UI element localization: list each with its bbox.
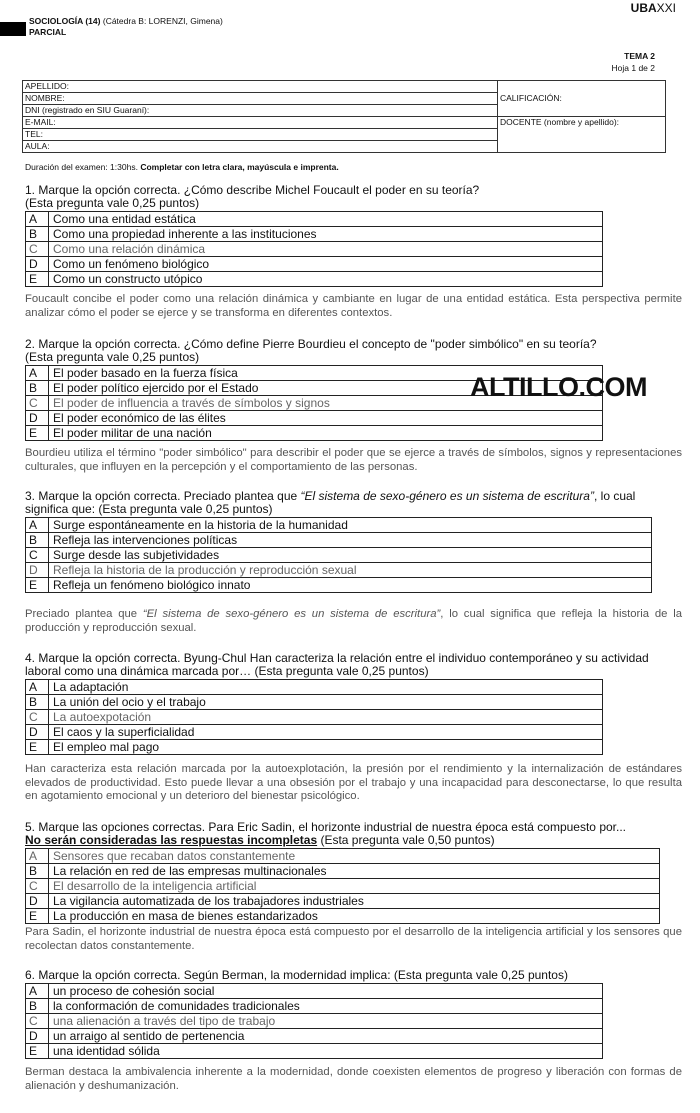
option-letter: A (26, 984, 49, 999)
option-letter: A (26, 212, 49, 227)
question-points: (Esta pregunta vale 0,25 puntos) (25, 350, 200, 364)
option-row[interactable] (26, 1029, 603, 1044)
student-form (22, 80, 666, 153)
option-text: La unión del ocio y el trabajo (49, 695, 603, 710)
brand-sub: XXI (656, 1, 676, 15)
question-points: significa que: (Esta pregunta vale 0,25 puntos) (25, 502, 273, 516)
option-row[interactable] (26, 518, 652, 533)
explanation-quote: “El sistema de sexo-género es un sistema de escritura” (142, 608, 441, 620)
option-letter: E (26, 1044, 49, 1059)
option-letter: B (26, 533, 49, 548)
question-text: 5. Marque las opciones correctas. Para Eric Sadin, el horizonte industrial de nuestra época está compuesto por... (25, 820, 626, 834)
option-row-correct[interactable] (26, 849, 660, 864)
explanation-q6: Berman destaca la ambivalencia inherente a la modernidad, donde coexisten elementos de progreso y liberación con formas de alienación y deshumanización. (25, 1066, 682, 1092)
catedra: (Cátedra B: LORENZI, Gimena) (102, 16, 223, 26)
field-tel[interactable]: TEL: (23, 129, 498, 141)
explanation-q2: Bourdieu utiliza el término "poder simbólico" para describir el poder que se ejerce a través de símbolos, signos y representaciones culturales, que influyen en la percepción y el comportamiento de las personas. (25, 447, 682, 473)
exam-type: PARCIAL (29, 27, 67, 37)
option-row[interactable] (26, 909, 660, 924)
option-text: un proceso de cohesión social (49, 984, 603, 999)
option-row[interactable] (26, 999, 603, 1014)
option-letter: A (26, 366, 49, 381)
option-row[interactable] (26, 212, 603, 227)
option-letter: D (26, 257, 49, 272)
option-text: una identidad sólida (49, 1044, 603, 1059)
option-row[interactable] (26, 864, 660, 879)
option-letter: C (26, 548, 49, 563)
option-letter: C (26, 242, 49, 257)
option-letter: C (26, 879, 49, 894)
option-letter: D (26, 894, 49, 909)
option-row[interactable] (26, 411, 603, 426)
option-letter: B (26, 695, 49, 710)
option-letter: E (26, 909, 49, 924)
field-nombre[interactable]: NOMBRE: (23, 93, 498, 105)
option-text: Como una propiedad inherente a las instituciones (49, 227, 603, 242)
option-row[interactable] (26, 227, 603, 242)
option-row[interactable] (26, 695, 603, 710)
option-row[interactable] (26, 740, 603, 755)
option-text: Refleja un fenómeno biológico innato (49, 578, 652, 593)
option-row-correct[interactable] (26, 879, 660, 894)
altillo-watermark: ALTILLO.COM (470, 372, 647, 402)
option-row-correct[interactable] (26, 563, 652, 578)
question-quote: “El sistema de sexo-género es un sistema de escritura” (300, 489, 594, 503)
question-text: 4. Marque la opción correcta. Byung-Chul Han caracteriza la relación entre el individuo contemporáneo y su actividad (25, 651, 649, 665)
option-text: una alienación a través del tipo de trabajo (49, 1014, 603, 1029)
field-apellido[interactable]: APELLIDO: (23, 81, 498, 93)
duration-instructions: Completar con letra clara, mayúscula e imprenta. (140, 162, 339, 172)
option-letter: D (26, 1029, 49, 1044)
option-row-correct[interactable] (26, 242, 603, 257)
option-text: El empleo mal pago (49, 740, 603, 755)
option-text: El poder militar de una nación (49, 426, 603, 441)
explanation-q5: Para Sadin, el horizonte industrial de nuestra época está compuesto por el desarrollo de la inteligencia artificial y los sensores que recolectan datos constantemente. (25, 926, 682, 952)
option-text: El poder de influencia a través de símbolos y signos (49, 396, 603, 411)
question-1 (25, 184, 479, 210)
option-text: El caos y la superficialidad (49, 725, 603, 740)
options-q1 (25, 211, 603, 287)
options-q5 (25, 848, 660, 924)
tema-label: TEMA 2 (624, 51, 655, 61)
black-bar (0, 22, 26, 36)
option-text: La relación en red de las empresas multinacionales (49, 864, 660, 879)
option-text: Refleja la historia de la producción y reproducción sexual (49, 563, 652, 578)
explanation-text-suffix: , lo cual significa que refleja la historia de la producción y reproducción sexual. (25, 608, 682, 634)
option-text: El poder basado en la fuerza física (49, 366, 603, 381)
explanation-text: Preciado plantea que (25, 608, 143, 620)
field-dni[interactable]: DNI (registrado en SIU Guaraní): (23, 105, 498, 117)
option-row[interactable] (26, 984, 603, 999)
option-letter: D (26, 563, 49, 578)
brand-main: UBA (630, 1, 657, 15)
option-row[interactable] (26, 680, 603, 695)
question-text: 2. Marque la opción correcta. ¿Cómo define Pierre Bourdieu el concepto de "poder simbólico" en su teoría? (25, 337, 597, 351)
option-letter: B (26, 381, 49, 396)
option-text: La adaptación (49, 680, 603, 695)
option-letter: E (26, 272, 49, 287)
option-text: El poder económico de las élites (49, 411, 603, 426)
option-letter: D (26, 411, 49, 426)
option-text: La producción en masa de bienes estandarizados (49, 909, 660, 924)
option-row-correct[interactable] (26, 710, 603, 725)
explanation-q3 (25, 608, 682, 635)
option-letter: C (26, 710, 49, 725)
options-q6 (25, 983, 603, 1059)
option-letter: A (26, 849, 49, 864)
option-text: Sensores que recaban datos constantemente (49, 849, 660, 864)
question-6 (25, 969, 568, 982)
field-email[interactable]: E-MAIL: (23, 117, 498, 129)
course-header (29, 16, 223, 38)
option-text: Como una entidad estática (49, 212, 603, 227)
option-text: Como un fenómeno biológico (49, 257, 603, 272)
option-row[interactable] (26, 1044, 603, 1059)
question-5 (25, 821, 626, 847)
field-docente[interactable]: DOCENTE (nombre y apellido): (498, 117, 666, 153)
option-text: La autoexpotación (49, 710, 603, 725)
option-text: El desarrollo de la inteligencia artificial (49, 879, 660, 894)
option-letter: B (26, 999, 49, 1014)
exam-duration (25, 162, 339, 172)
option-text: la conformación de comunidades tradicionales (49, 999, 603, 1014)
option-letter: E (26, 740, 49, 755)
option-row[interactable] (26, 257, 603, 272)
option-text: Refleja las intervenciones políticas (49, 533, 652, 548)
explanation-q1: Foucault concibe el poder como una relación dinámica y cambiante en lugar de una entidad estática. Esta perspectiva permite analizar cómo el poder se ejerce y se transforma en diferentes contextos. (25, 293, 682, 319)
option-text: Como una relación dinámica (49, 242, 603, 257)
option-letter: C (26, 1014, 49, 1029)
option-letter: B (26, 227, 49, 242)
options-q3 (25, 517, 652, 593)
option-letter: D (26, 725, 49, 740)
option-letter: C (26, 396, 49, 411)
option-row[interactable] (26, 533, 652, 548)
option-row[interactable] (26, 272, 603, 287)
option-text: El poder político ejercido por el Estado (49, 381, 603, 396)
option-row[interactable] (26, 894, 660, 909)
option-text: Como un constructo utópico (49, 272, 603, 287)
question-2 (25, 338, 597, 364)
question-points: (Esta pregunta vale 0,25 puntos) (25, 196, 200, 210)
option-text: La vigilancia automatizada de los trabajadores industriales (49, 894, 660, 909)
question-warning: No serán consideradas las respuestas incompletas (25, 833, 318, 847)
explanation-q4: Han caracteriza esta relación marcada por la autoexplotación, la presión por el rendimiento y la internalización de estándares elevados de productividad. Esto puede llevar a una obsesión por el trabajo y una incapacidad para desconectarse, lo que resulta en agotamiento emocional y un deterioro del bienestar psicológico. (25, 763, 682, 802)
question-text-suffix: , lo cual (593, 489, 636, 503)
option-letter: A (26, 518, 49, 533)
question-points: (Esta pregunta vale 0,50 puntos) (317, 833, 495, 847)
field-aula[interactable]: AULA: (23, 141, 498, 153)
question-text: 6. Marque la opción correcta. Según Berman, la modernidad implica: (Esta pregunta vale 0,25 puntos) (25, 968, 568, 982)
option-row[interactable] (26, 725, 603, 740)
question-points: laboral como una dinámica marcada por… (Esta pregunta vale 0,25 puntos) (25, 664, 429, 678)
question-text: 3. Marque la opción correcta. Preciado plantea que (25, 489, 301, 503)
tema-block (612, 50, 655, 74)
option-row[interactable] (26, 548, 652, 563)
option-text: Surge espontáneamente en la historia de la humanidad (49, 518, 652, 533)
course-name: SOCIOLOGÍA (14) (29, 16, 101, 26)
option-letter: E (26, 426, 49, 441)
question-3 (25, 490, 635, 516)
duration-text: Duración del examen: 1:30hs. (25, 162, 138, 172)
option-letter: B (26, 864, 49, 879)
option-letter: E (26, 578, 49, 593)
options-q4 (25, 679, 603, 755)
option-row[interactable] (26, 426, 603, 441)
option-row[interactable] (26, 578, 652, 593)
hoja-label: Hoja 1 de 2 (611, 63, 655, 73)
option-letter: A (26, 680, 49, 695)
uba-xxi-logo (631, 1, 676, 15)
field-calificacion[interactable]: CALIFICACIÓN: (498, 81, 666, 117)
option-text: Surge desde las subjetividades (49, 548, 652, 563)
question-text: 1. Marque la opción correcta. ¿Cómo describe Michel Foucault el poder en su teoría? (25, 183, 480, 197)
option-row-correct[interactable] (26, 1014, 603, 1029)
option-text: un arraigo al sentido de pertenencia (49, 1029, 603, 1044)
question-4 (25, 652, 649, 678)
